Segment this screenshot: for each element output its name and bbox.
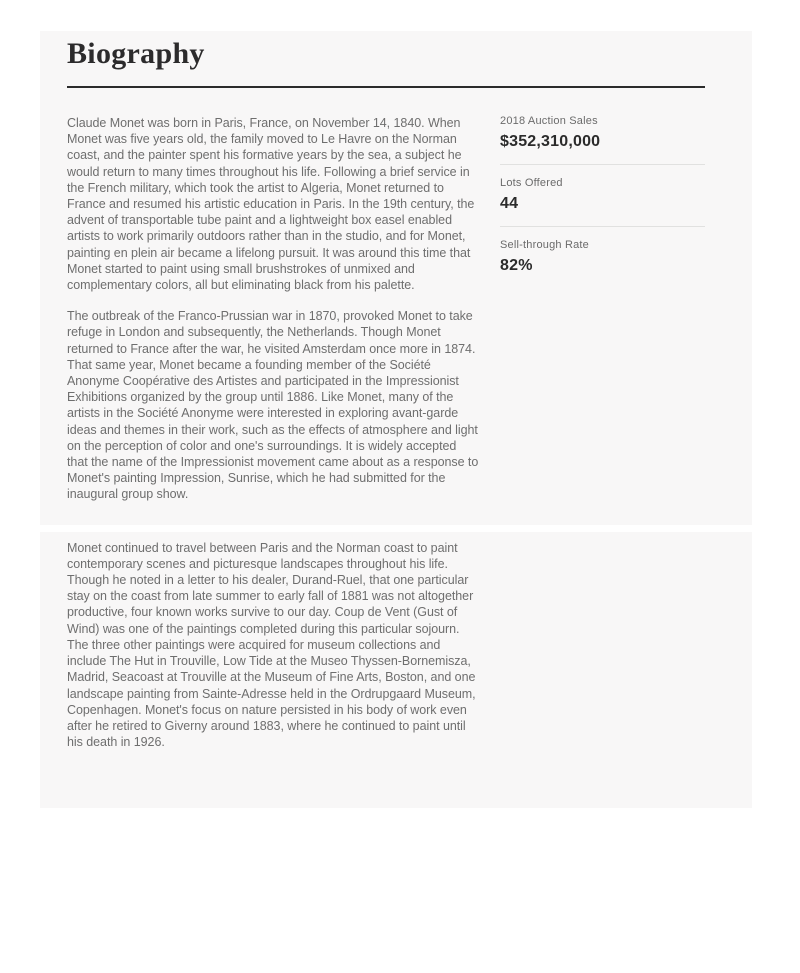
biography-continued-section bbox=[40, 532, 752, 809]
stat-auction-sales bbox=[500, 115, 705, 165]
biography-section bbox=[40, 31, 752, 525]
biography-paragraph-2: The outbreak of the Franco-Prussian war in 1870, provoked Monet to take refuge in London and subsequently, the Netherlands. Though Monet returned to France after the war, he visited Amsterdam once more in 1874. That same year, Monet became a founding member of the Société Anonyme Coopérative des Artistes and participated in the Impressionist Exhibitions organized by the group until 1886. Like Monet, many of the artists in the Société Anonyme were interested in exploring avant-garde ideas and themes in their work, such as the effects of atmosphere and light on the perception of color and one's surroundings. It is widely accepted that the name of the Impressionist movement came about as a response to Monet's painting Impression, Sunrise, which he had submitted for the inaugural group show. bbox=[67, 309, 479, 502]
stat-lots-offered bbox=[500, 177, 705, 227]
stat-auction-sales-value: $352,310,000 bbox=[500, 133, 601, 150]
auction-stats-column bbox=[500, 115, 705, 503]
biography-text-column bbox=[67, 115, 479, 503]
title-divider bbox=[67, 86, 705, 88]
stat-sell-through-rate-label: Sell-through Rate bbox=[500, 239, 590, 251]
page-title: Biography bbox=[67, 37, 205, 70]
biography-paragraph-1: Claude Monet was born in Paris, France, on November 14, 1840. When Monet was five years old, the family moved to Le Havre on the Norman coast, and the painter spent his formative years by the sea, a subject he would return to many times throughout his life. Following a brief service in the French military, which took the artist to Algeria, Monet returned to France and resumed his artistic education in Paris. In the 19th century, the advent of transportable tube paint and a lightweight box easel enabled artists to work primarily outdoors rather than in the studio, and for Monet, painting en plein air became a lifelong pursuit. It was around this time that Monet started to paint using small brushstrokes of unmixed and complementary colors, all but eliminating black from his palette. bbox=[67, 116, 475, 293]
biography-content-row bbox=[67, 115, 705, 503]
stat-sell-through-rate bbox=[500, 239, 705, 288]
stat-auction-sales-label: 2018 Auction Sales bbox=[500, 115, 598, 127]
stat-lots-offered-value: 44 bbox=[500, 195, 519, 212]
biography-paragraph-3: Monet continued to travel between Paris and the Norman coast to paint contemporary scenes and picturesque landscapes throughout his life. Though he noted in a letter to his dealer, Durand-Ruel, that one particular stay on the coast from late summer to early fall of 1881 was not altogether productive, four known works survive to our day. Coup de Vent (Gust of Wind) was one of the paintings completed during this particular sojourn. The three other paintings were acquired for museum collections and include The Hut in Trouville, Low Tide at the Museo Thyssen-Bornemisza, Madrid, Seacoast at Trouville at the Museum of Fine Arts, Boston, and one landscape painting from Sainte-Adresse held in the Ordrupgaard Museum, Copenhagen. Monet's focus on nature persisted in his body of work even after he retired to Giverny around 1883, where he continued to paint until his death in 1926. bbox=[67, 540, 476, 750]
stat-sell-through-rate-value: 82% bbox=[500, 257, 533, 274]
stat-lots-offered-label: Lots Offered bbox=[500, 177, 563, 189]
